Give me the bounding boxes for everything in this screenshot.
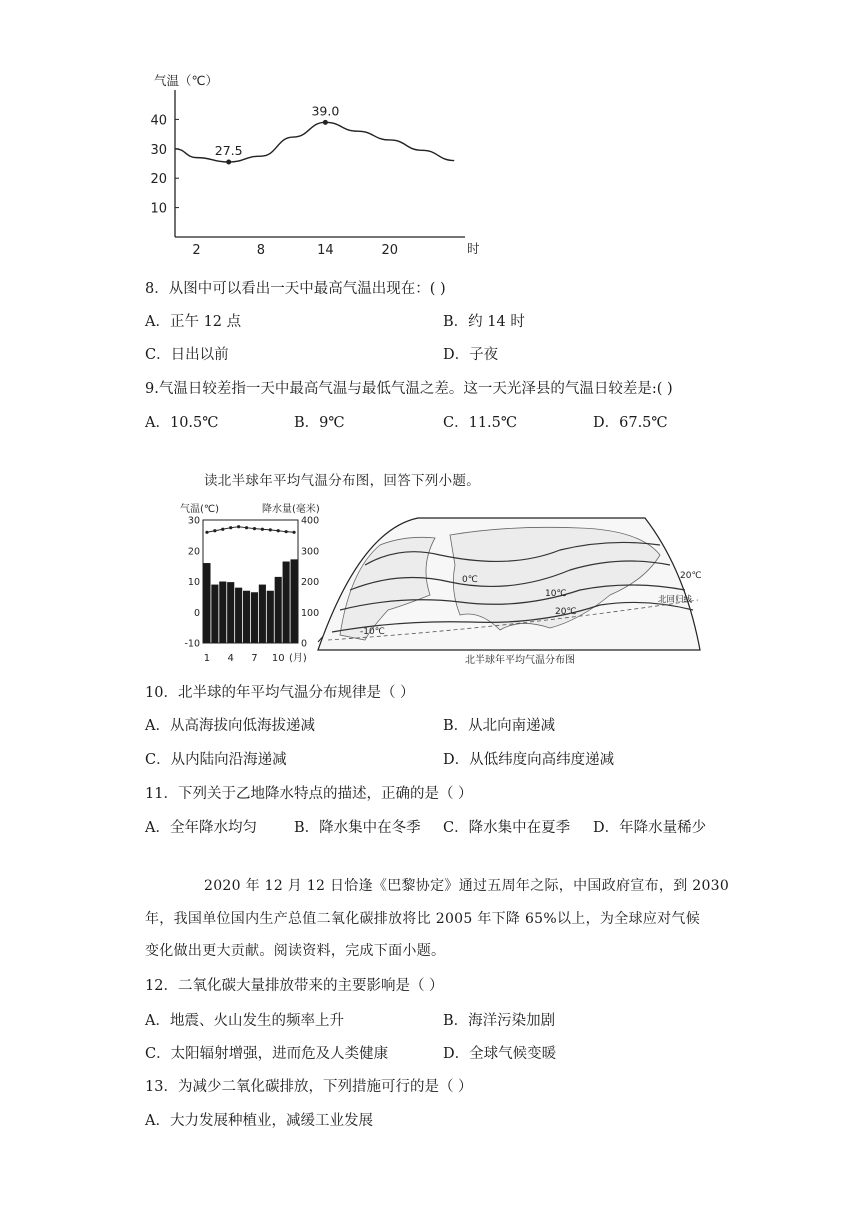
temperature-point — [261, 528, 264, 531]
temp-tick-label: 10 — [187, 577, 200, 588]
precipitation-bar — [267, 591, 274, 643]
question-11-option-d[interactable]: D．年降水量稀少 — [593, 820, 707, 836]
temperature-point — [253, 527, 256, 530]
precipitation-bar — [275, 577, 282, 643]
month-tick-label: 4 — [227, 653, 234, 664]
temperature-line-chart — [140, 70, 490, 265]
y-tick-label: 10 — [150, 201, 167, 217]
question-9-option-c[interactable]: C．11.5℃ — [443, 415, 518, 431]
question-10-stem: 10．北半球的年平均气温分布规律是（ ） — [145, 685, 415, 701]
climate-x-axis-label: (月) — [289, 653, 307, 664]
climate-chart — [172, 498, 332, 668]
passage-line-2: 年，我国单位国内生产总值二氧化碳排放将比 2005 年下降 65%以上，为全球应对气候 — [145, 911, 700, 927]
question-12-stem: 12．二氧化碳大量排放带来的主要影响是（ ） — [145, 978, 444, 994]
intro-text: 读北半球年平均气温分布图，回答下列小题。 — [204, 473, 480, 489]
x-tick-label: 2 — [192, 243, 201, 258]
precipitation-bar — [203, 563, 210, 643]
data-label: 27.5 — [214, 143, 243, 159]
question-11-stem: 11．下列关于乙地降水特点的描述，正确的是（ ） — [145, 786, 473, 802]
climate-temp-axis-label: 气温(℃) — [180, 504, 220, 515]
question-9-option-d[interactable]: D．67.5℃ — [593, 415, 668, 431]
map-label-20c-east: 20℃ — [680, 571, 702, 581]
climate-precip-axis-label: 降水量(毫米) — [262, 504, 320, 515]
climate-temperature-line — [207, 527, 294, 533]
month-tick-label: 10 — [271, 653, 285, 664]
passage-line-3: 变化做出更大贡献。阅读资料，完成下面小题。 — [145, 943, 446, 959]
precip-tick-label: 100 — [301, 607, 320, 619]
question-9-stem: 9.气温日较差指一天中最高气温与最低气温之差。这一天光泽县的气温日较差是:( ) — [145, 381, 673, 397]
y-tick-label: 30 — [150, 142, 167, 158]
temperature-point — [221, 528, 224, 531]
map-label-0c: 0℃ — [462, 575, 478, 585]
data-point — [323, 120, 328, 125]
map-label-20c: 20℃ — [555, 607, 577, 617]
precip-tick-label: 300 — [301, 546, 320, 558]
map-label-minus-10c: -10℃ — [360, 627, 385, 637]
question-12-option-b[interactable]: B．海洋污染加剧 — [443, 1013, 556, 1029]
x-axis-label: 时 — [467, 241, 480, 256]
y-tick-label: 20 — [150, 172, 167, 188]
precip-tick-label: 0 — [301, 638, 308, 650]
precipitation-bar — [227, 582, 234, 643]
map-caption: 北半球年平均气温分布图 — [465, 655, 575, 666]
x-tick-label: 14 — [317, 243, 334, 258]
question-12-option-a[interactable]: A．地震、火山发生的频率上升 — [145, 1013, 344, 1029]
question-8-stem: 8．从图中可以看出一天中最高气温出现在：( ) — [145, 281, 446, 297]
question-10-option-a[interactable]: A．从高海拔向低海拔递减 — [145, 718, 315, 734]
temperature-point — [292, 531, 295, 534]
precipitation-bar — [251, 592, 258, 643]
temp-tick-label: 0 — [193, 607, 200, 619]
question-8-option-b[interactable]: B．约 14 时 — [443, 314, 525, 330]
question-13-stem: 13．为减少二氧化碳排放，下列措施可行的是（ ） — [145, 1079, 473, 1095]
temperature-point — [213, 529, 216, 532]
question-8-option-d[interactable]: D．子夜 — [443, 347, 499, 363]
question-8-option-c[interactable]: C．日出以前 — [145, 347, 229, 363]
temperature-point — [269, 528, 272, 531]
question-8-option-a[interactable]: A．正午 12 点 — [145, 314, 242, 330]
precipitation-bar — [259, 585, 266, 643]
question-9-option-b[interactable]: B．9℃ — [294, 415, 345, 431]
question-10-option-b[interactable]: B．从北向南递减 — [443, 718, 556, 734]
precipitation-bar — [211, 585, 218, 643]
temp-tick-label: 20 — [187, 546, 200, 558]
precipitation-bar — [219, 582, 226, 644]
temp-tick-label: -10 — [184, 638, 200, 650]
question-10-option-d[interactable]: D．从低纬度向高纬度递减 — [443, 752, 615, 768]
isotherm-map — [310, 510, 710, 670]
question-11-option-a[interactable]: A．全年降水均匀 — [145, 820, 257, 836]
y-axis-label: 气温（℃） — [154, 73, 219, 88]
data-label: 39.0 — [311, 103, 340, 119]
question-12-option-c[interactable]: C．太阳辐射增强，进而危及人类健康 — [145, 1046, 389, 1062]
temp-tick-label: 30 — [187, 515, 200, 527]
temperature-point — [237, 525, 240, 528]
precipitation-bar — [243, 591, 250, 643]
question-9-option-a[interactable]: A．10.5℃ — [145, 415, 219, 431]
precip-tick-label: 400 — [301, 515, 320, 527]
question-13-option-a[interactable]: A．大力发展种植业，减缓工业发展 — [145, 1113, 373, 1129]
temperature-point — [245, 526, 248, 529]
month-tick-label: 7 — [251, 653, 258, 664]
data-point — [226, 160, 231, 165]
question-12-option-d[interactable]: D．全球气候变暖 — [443, 1046, 557, 1062]
map-tropic-label: 北回归线 — [658, 595, 693, 605]
passage-line-1: 2020 年 12 月 12 日恰逢《巴黎协定》通过五周年之际，中国政府宣布，到 2030 — [204, 878, 730, 894]
question-10-option-c[interactable]: C．从内陆向沿海递减 — [145, 752, 287, 768]
precipitation-bar — [290, 559, 297, 643]
temperature-point — [229, 526, 232, 529]
map-label-10c: 10℃ — [545, 589, 567, 599]
month-tick-label: 1 — [203, 653, 211, 664]
temperature-point — [205, 531, 208, 534]
x-tick-label: 20 — [381, 243, 399, 258]
question-11-option-b[interactable]: B．降水集中在冬季 — [294, 820, 421, 836]
question-11-option-c[interactable]: C．降水集中在夏季 — [443, 820, 571, 836]
y-tick-label: 40 — [150, 113, 167, 129]
precip-tick-label: 200 — [301, 577, 320, 588]
precipitation-bar — [235, 588, 242, 643]
x-tick-label: 8 — [256, 243, 266, 258]
temperature-point — [277, 529, 280, 532]
temperature-point — [285, 530, 288, 533]
precipitation-bar — [283, 562, 290, 643]
